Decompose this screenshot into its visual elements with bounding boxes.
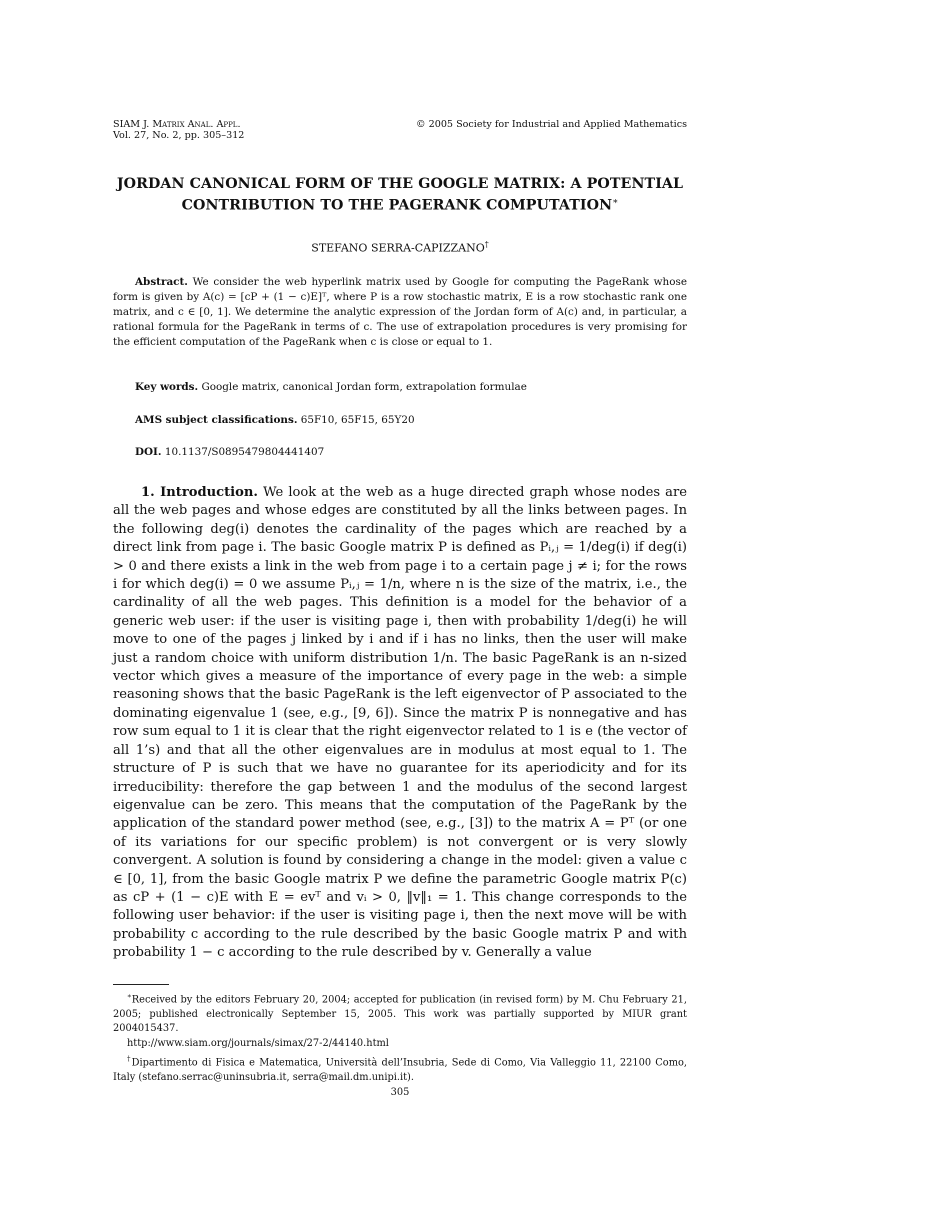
footnotes	[113, 989, 687, 1085]
footnote-2-text: Dipartimento di Fisica e Matematica, Università dell’Insubria, Sede di Como, Via Valleggio 11, 22100 Como, Italy (stefano.serrac@uninsubria.it, serra@mail.dm.unipi.it).	[113, 1056, 687, 1083]
section-text: We look at the web as a huge directed graph whose nodes are all the web pages and whose edges are constituted by all the links between pages. In the following deg(i) denotes the cardinality of the pages which are reached by a direct link from page i. The basic Google matrix P is defined as Pᵢ,ⱼ = 1/deg(i) if deg(i) > 0 and there exists a link in the web from page i to a certain page j ≠ i; for the rows i for which deg(i) = 0 we assume Pᵢ,ⱼ = 1/n, where n is the size of the matrix, i.e., the cardinality of all the web pages. This definition is a model for the behavior of a generic web user: if the user is visiting page i, then with probability 1/deg(i) he will move to one of the pages j linked by i and if i has no links, then the user will make just a random choice with uniform distribution 1/n. The basic PageRank is an n-sized vector which gives a measure of the importance of every page in the web: a simple reasoning shows that the basic PageRank is the left eigenvector of P associated to the dominating eigenvalue 1 (see, e.g., [9, 6]). Since the matrix P is nonnegative and has row sum equal to 1 it is clear that the right eigenvector related to 1 is e (the vector of all 1’s) and that all the other eigenvalues are in modulus at most equal to 1. The structure of P is such that we have no guarantee for its aperiodicity and for its irreducibility: therefore the gap between 1 and the modulus of the second largest eigenvalue can be zero. This means that the computation of the PageRank by the application of the standard power method (see, e.g., [3]) to the matrix A = Pᵀ (or one of its variations for our specific problem) is not convergent or is very slowly convergent. A solution is found by considering a change in the model: given a value c ∈ [0, 1], from the basic Google matrix P we define the parametric Google matrix P(c) as cP + (1 − c)E with E = evᵀ and vᵢ > 0, ‖v‖₁ = 1. This change corresponds to the following user behavior: if the user is visiting page i, then the next move will be with probability c according to the rule described by the basic Google matrix P and with probability 1 − c according to the rule described by v. Generally a value	[113, 485, 687, 961]
abstract-label: Abstract.	[135, 276, 188, 288]
title-footnote-mark: ∗	[612, 197, 619, 207]
key-words-label: Key words.	[135, 381, 199, 393]
journal-name: SIAM J. Matrix Anal. Appl.	[113, 119, 241, 130]
ams-text: 65F10, 65F15, 65Y20	[300, 414, 415, 426]
doi-text: 10.1137/S0895479804441407	[164, 446, 325, 458]
key-words	[135, 381, 527, 393]
journal-volume: Vol. 27, No. 2, pp. 305–312	[113, 130, 245, 141]
abstract-text: We consider the web hyperlink matrix used by Google for computing the PageRank whose form is given by A(c) = [cP + (1 − c)E]ᵀ, where P is a row stochastic matrix, E is a row stochastic rank one matrix, and c ∈ [0, 1]. We determine the analytic expression of the Jordan form of A(c) and, in particular, a rational formula for the PageRank in terms of c. The use of extrapolation procedures is very promising for the efficient computation of the PageRank when c is close or equal to 1.	[113, 276, 687, 348]
footnote-2-mark: †	[127, 1054, 132, 1063]
introduction-section	[113, 484, 687, 963]
page-number: 305	[390, 1087, 410, 1098]
footnote-affiliation	[113, 1052, 687, 1085]
journal-info	[113, 119, 244, 141]
doi	[135, 446, 324, 458]
abstract	[113, 275, 687, 350]
doi-label: DOI.	[135, 446, 162, 458]
author-footnote-mark: †	[484, 240, 489, 249]
author-line	[113, 240, 687, 255]
ams-label: AMS subject classifications.	[135, 414, 298, 426]
paper-title	[113, 175, 687, 215]
footnote-url[interactable]: http://www.siam.org/journals/simax/27-2/44140.html	[127, 1038, 389, 1050]
paper-title-text: JORDAN CANONICAL FORM OF THE GOOGLE MATRIX: A POTENTIAL CONTRIBUTION TO THE PAGERANK COMPUTATION	[116, 176, 684, 214]
footnote-1-text: Received by the editors February 20, 2004; accepted for publication (in revised form) by M. Chu February 21, 2005; published electronically September 15, 2005. This work was partially supported by MIUR grant 2004015437.	[113, 994, 687, 1035]
ams-classifications	[135, 414, 415, 426]
copyright-notice: © 2005 Society for Industrial and Applied Mathematics	[415, 119, 687, 130]
footnote-received	[113, 989, 687, 1037]
author-name: STEFANO SERRA-CAPIZZANO	[311, 241, 485, 255]
footnote-1-mark: ∗	[127, 992, 132, 1000]
section-heading: 1. Introduction.	[141, 485, 258, 500]
footnote-rule	[113, 984, 169, 985]
key-words-text: Google matrix, canonical Jordan form, extrapolation formulae	[201, 381, 527, 393]
